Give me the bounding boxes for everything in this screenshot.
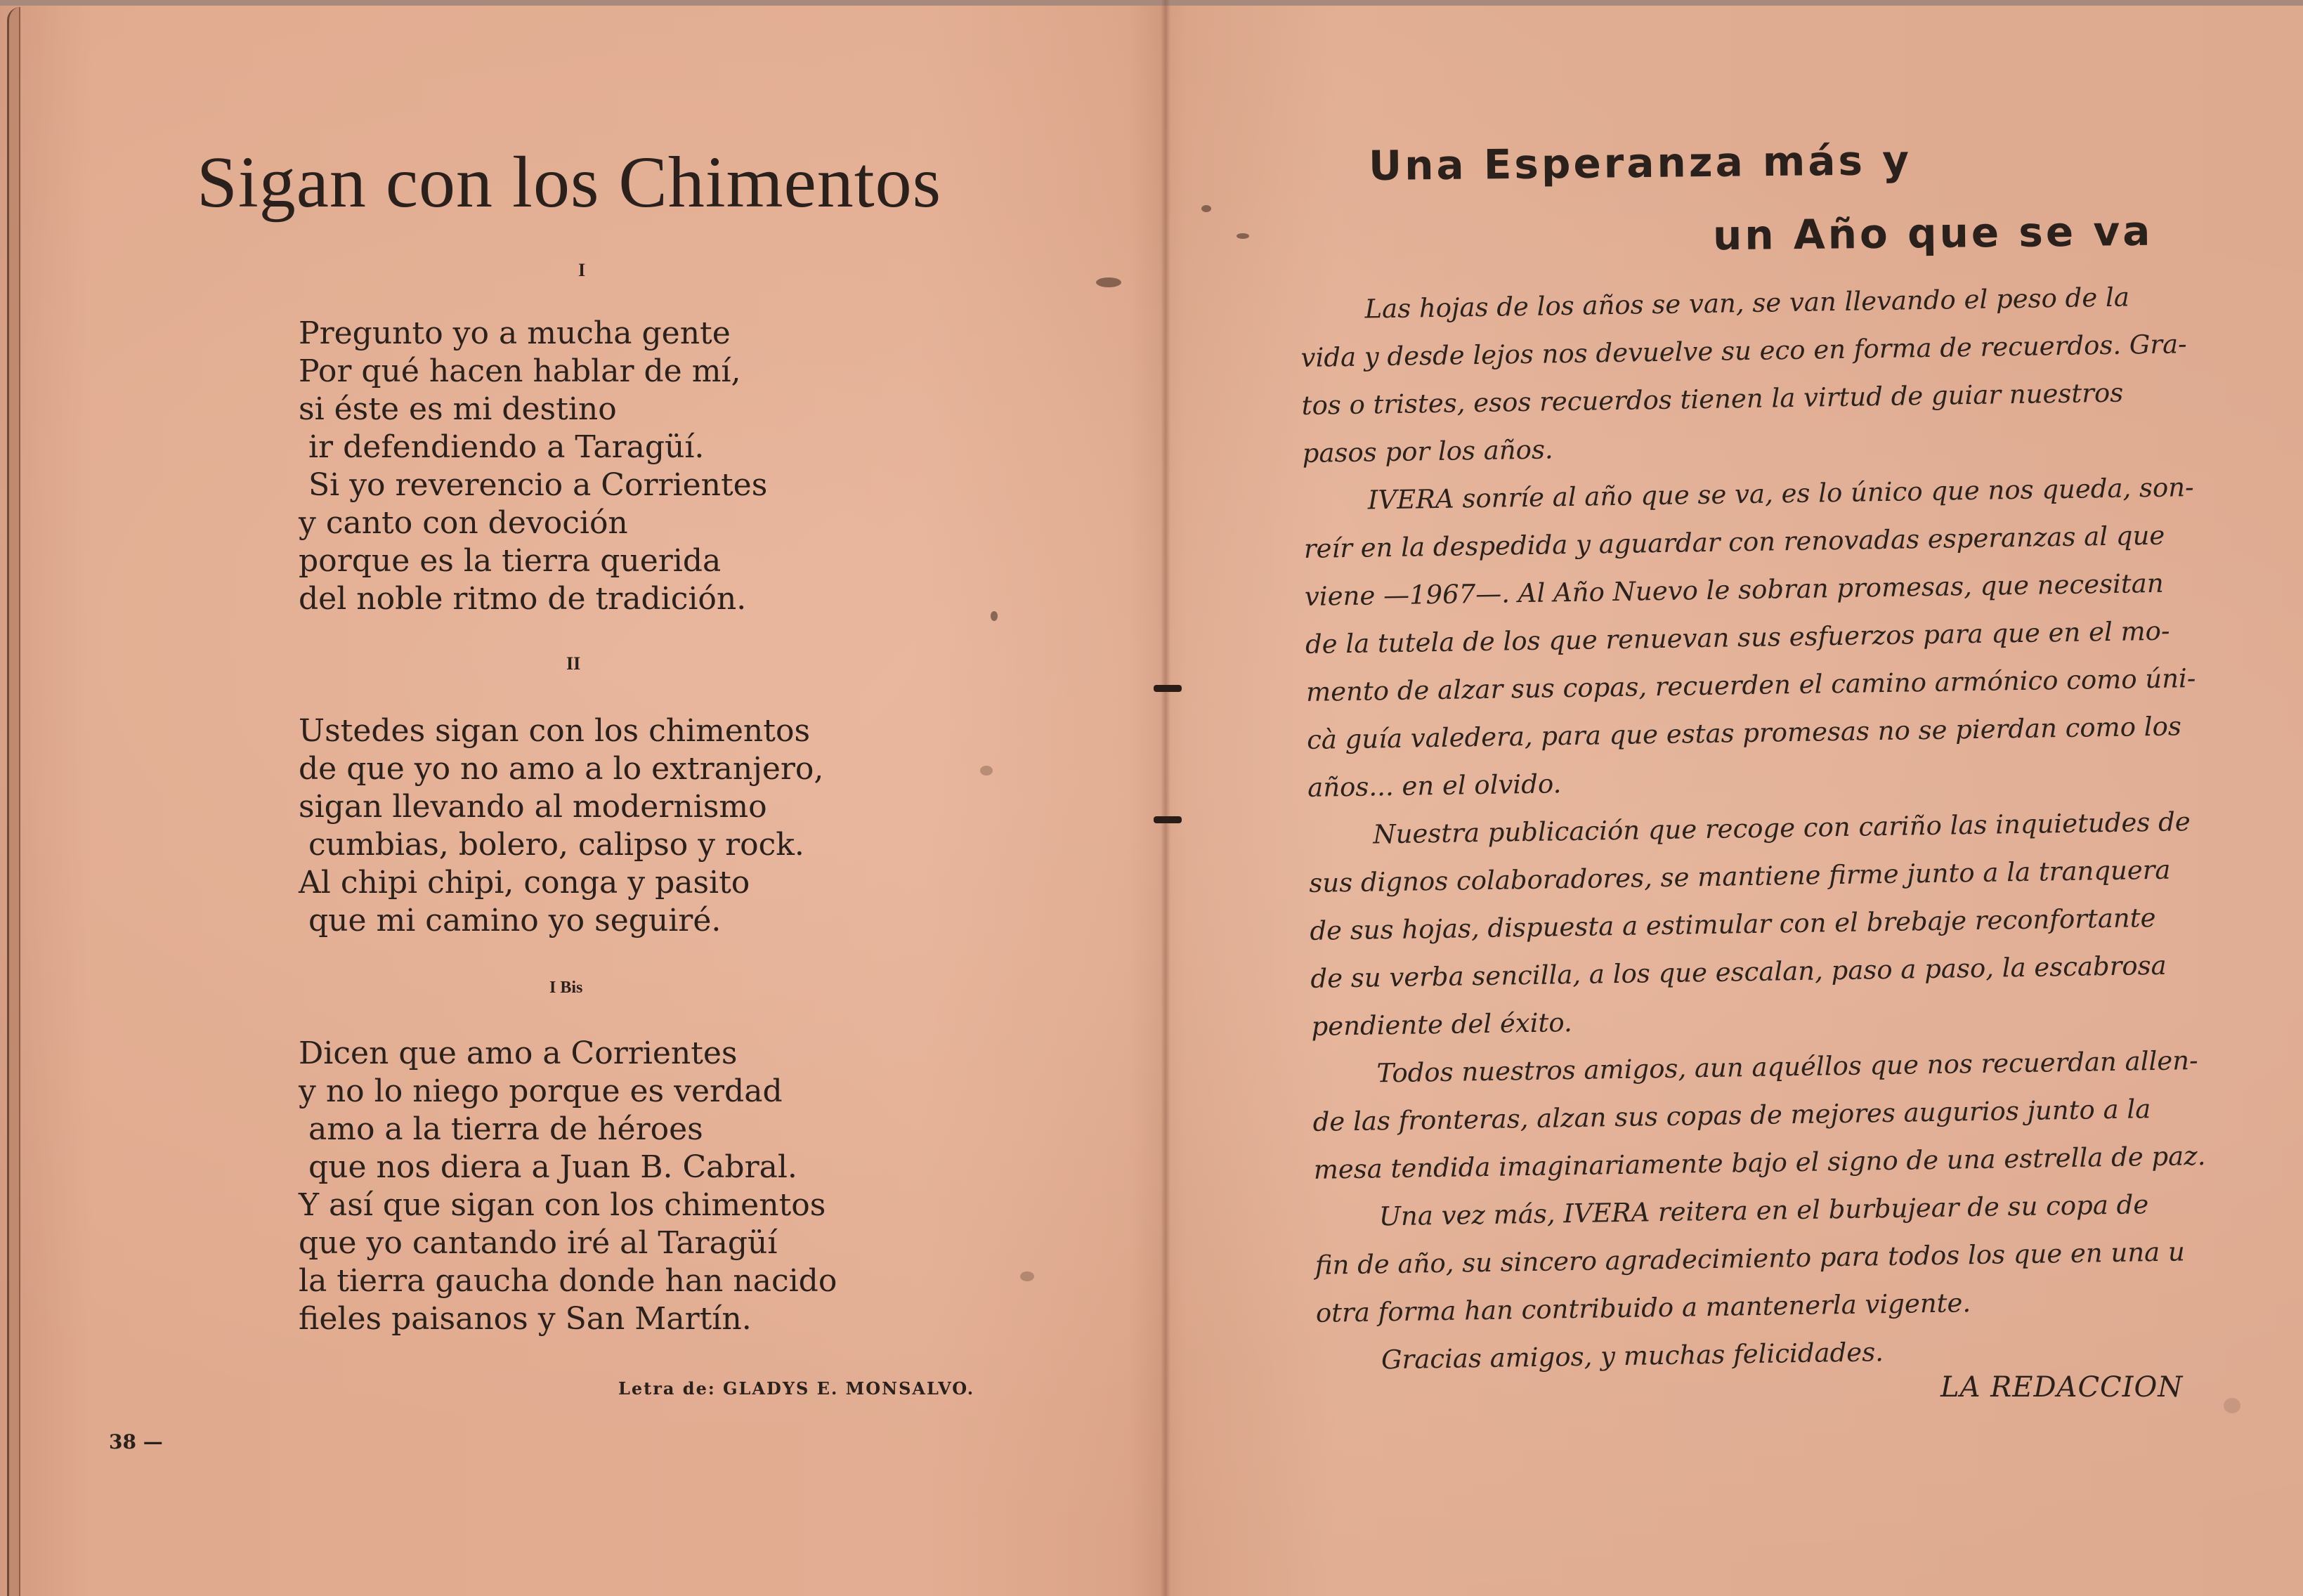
verse-line: si éste es mi destino xyxy=(299,391,617,427)
body-line: pendiente del éxito. xyxy=(1311,1007,1573,1042)
body-line: sus dignos colaboradores, se mantiene firme junto a la tranquera xyxy=(1309,854,2171,898)
verse-line: del noble ritmo de tradición. xyxy=(299,581,747,617)
body-line: pasos por los años. xyxy=(1302,434,1553,469)
body-line: de su verba sencilla, a los que escalan, paso a paso, la escabrosa xyxy=(1310,950,2167,994)
body-line: Una vez más, IVERA reitera en el burbujear de su copa de xyxy=(1378,1189,2149,1232)
verse-line: cumbias, bolero, calipso y rock. xyxy=(299,827,804,863)
body-line: de sus hojas, dispuesta a estimular con el brebaje reconfortante xyxy=(1310,902,2156,946)
article-title-line2: un Año que se va xyxy=(1712,207,2153,260)
verse-line: Por qué hacen hablar de mí, xyxy=(299,353,741,389)
page-number: 38 — xyxy=(109,1430,163,1453)
ink-speck xyxy=(980,766,993,776)
stanza-2 xyxy=(299,712,823,940)
stanza-3 xyxy=(299,1035,837,1338)
body-line: mesa tendida imaginariamente bajo el signo de una estrella de paz. xyxy=(1313,1140,2206,1185)
verse-line: Si yo reverencio a Corrientes xyxy=(299,467,768,503)
body-line: Nuestra publicación que recoge con cariño las inquietudes de xyxy=(1372,806,2191,850)
verse-line: que yo cantando iré al Taragüí xyxy=(299,1225,778,1261)
lyrics-credit: Letra de: GLADYS E. MONSALVO. xyxy=(618,1378,975,1399)
verse-line: y canto con devoción xyxy=(299,505,628,541)
staple-bottom xyxy=(1154,816,1182,823)
verse-line: ir defendiendo a Taragüí. xyxy=(299,429,705,465)
ink-speck xyxy=(1020,1271,1034,1281)
verse-line: Pregunto yo a mucha gente xyxy=(299,315,731,351)
body-line: reír en la despedida y aguardar con renovadas esperanzas al que xyxy=(1303,520,2165,564)
stanza-marker-1: I xyxy=(578,260,586,280)
body-line: otra forma han contribuido a mantenerla vigente. xyxy=(1315,1288,1971,1328)
verse-line: la tierra gaucha donde han nacido xyxy=(299,1263,837,1299)
body-line: años... en el olvido. xyxy=(1307,768,1562,803)
verse-line: Al chipi chipi, conga y pasito xyxy=(299,865,750,901)
body-line: vida y desde lejos nos devuelve su eco en forma de recuerdos. Gra- xyxy=(1300,329,2187,373)
verse-line: porque es la tierra querida xyxy=(299,543,722,579)
body-line: viene —1967—. Al Año Nuevo le sobran promesas, que necesitan xyxy=(1304,568,2164,612)
body-line: mento de alzar sus copas, recuerden el camino armónico como úni- xyxy=(1305,663,2196,707)
ink-speck xyxy=(2224,1398,2240,1413)
verse-line: fieles paisanos y San Martín. xyxy=(299,1301,752,1337)
article-title-line1: Una Esperanza más y xyxy=(1368,136,1912,190)
article-signature: LA REDACCION xyxy=(1940,1371,2184,1404)
book-spine-fold xyxy=(1161,0,1170,1596)
stanza-1 xyxy=(299,315,767,618)
body-line: tos o tristes, esos recuerdos tienen la virtud de guiar nuestros xyxy=(1301,377,2124,421)
ink-speck xyxy=(1096,277,1121,287)
body-line: de las fronteras, alzan sus copas de mejores augurios junto a la xyxy=(1312,1094,2151,1137)
body-line: Las hojas de los años se van, se van llevando el peso de la xyxy=(1364,282,2130,325)
verse-line: amo a la tierra de héroes xyxy=(299,1111,703,1147)
verse-line: Dicen que amo a Corrientes xyxy=(299,1035,738,1071)
verse-line: y no lo niego porque es verdad xyxy=(299,1073,783,1109)
body-line: Todos nuestros amigos, aun aquéllos que nos recuerdan allen- xyxy=(1376,1045,2198,1089)
body-line: IVERA sonríe al año que se va, es lo único que nos queda, son- xyxy=(1367,472,2194,516)
verse-line: que mi camino yo seguiré. xyxy=(299,903,722,938)
ink-speck xyxy=(991,611,998,621)
verse-line: sigan llevando al modernismo xyxy=(299,789,767,825)
body-line: fin de año, su sincero agradecimiento para todos los que en una u xyxy=(1314,1236,2186,1281)
verse-line: Y así que sigan con los chimentos xyxy=(299,1187,826,1223)
stanza-marker-2: II xyxy=(566,653,581,674)
body-line: Gracias amigos, y muchas felicidades. xyxy=(1381,1337,1884,1375)
verse-line: que nos diera a Juan B. Cabral. xyxy=(299,1149,797,1185)
staple-top xyxy=(1154,685,1182,692)
scan-top-edge xyxy=(0,0,2303,6)
ink-speck xyxy=(1201,205,1211,212)
body-line: cà guía valedera, para que estas promesas no se pierdan como los xyxy=(1306,711,2182,755)
page-stack-edge xyxy=(7,7,20,1596)
verse-line: Ustedes sigan con los chimentos xyxy=(299,713,811,749)
stanza-marker-3: I Bis xyxy=(549,979,583,997)
verse-line: de que yo no amo a lo extranjero, xyxy=(299,751,824,787)
article-body xyxy=(1300,272,2272,1385)
body-line: de la tutela de los que renuevan sus esfuerzos para que en el mo- xyxy=(1305,615,2170,660)
poem-title: Sigan con los Chimentos xyxy=(197,142,942,223)
ink-speck xyxy=(1237,233,1249,239)
